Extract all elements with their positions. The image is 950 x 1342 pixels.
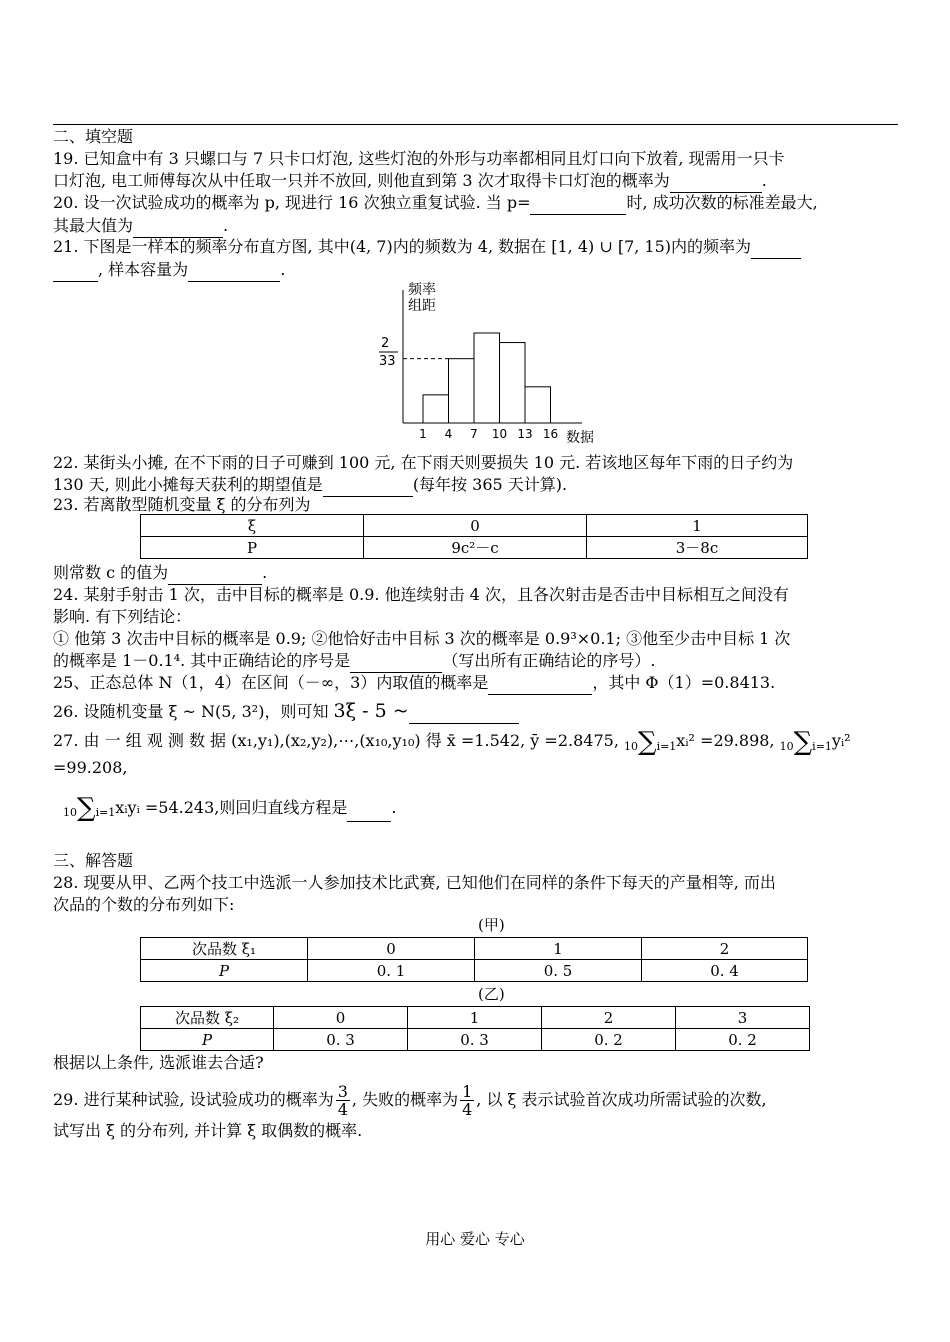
question-21: 21. 下图是一样本的频率分布直方图, 其中(4, 7)内的频数为 4, 数据在 [1, 4) ∪ [7, 15)内的频率为 , 样本容量为 . xyxy=(53,236,898,282)
question-25: 25、正态总体 N（1，4）在区间（－∞，3）内取值的概率是 ，其中 Φ（1）=0.8413. xyxy=(53,672,898,695)
x-tick-label: 16 xyxy=(542,427,559,441)
top-rule xyxy=(53,124,898,125)
fraction-three-quarters: $\frac{3}{4}$ xyxy=(337,1082,348,1119)
answer-blank[interactable] xyxy=(530,192,626,215)
summation-symbol: 10∑i=1 xyxy=(624,726,677,757)
summation-symbol: 10∑i=1 xyxy=(779,726,832,757)
histogram-bar xyxy=(474,333,500,423)
question-20: 20. 设一次试验成功的概率为 p, 现进行 16 次独立重复试验. 当 p= 时, 成功次数的标准差最大, 其最大值为 . xyxy=(53,192,898,238)
question-28-prompt: 根据以上条件, 选派谁去合适? xyxy=(53,1053,264,1072)
y-ref-numerator: 2 xyxy=(381,336,390,351)
answer-blank[interactable] xyxy=(670,170,762,193)
question-29: 29. 进行某种试验, 设试验成功的概率为 $\frac{3}{4}$ , 失败的概率为 $\frac{1}{4}$ , 以 ξ 表示试验首次成功所需试验的次数, 试写出 ξ 的分布列, 并计算 ξ 取偶数的概率. xyxy=(53,1082,767,1140)
distribution-table-q23: ξ 0 1 P 9c²－c 3－8c xyxy=(140,514,808,559)
question-26: 26. 设随机变量 ξ ~ N(5, 3²)，则可知 3ξ - 5 ~ xyxy=(53,700,898,724)
answer-blank[interactable] xyxy=(751,236,801,259)
y-label-bottom: 组距 xyxy=(408,298,436,314)
x-tick-label: 10 xyxy=(491,427,508,441)
section-heading-3: 三、解答题 xyxy=(53,851,134,870)
question-22: 22. 某街头小摊, 在不下雨的日子可赚到 100 元, 在下雨天则要损失 10 元. 若该地区每年下雨的日子约为 130 天, 则此小摊每天获利的期望值是 (每年按 365 天计算). xyxy=(53,452,898,497)
x-label: 数据 xyxy=(566,430,594,446)
distribution-table-yi: 次品数 ξ₂ 0 1 2 3 P 0. 3 0. 3 0. 2 0. 2 xyxy=(140,1006,810,1051)
question-24: 24. 某射手射击 1 次，击中目标的概率是 0.9. 他连续射击 4 次，且各次射击是否击中目标相互之间没有 影响. 有下列结论： ① 他第 3 次击中目标的概率是 0.9; ②他恰好击中目标 3 次的概率是 0.9³×0.1; ③他至少击中目标 1 次 的概率是 1－0.1⁴. 其中正确结论的序号是 （写出所有正确结论的序号）. xyxy=(53,584,898,673)
y-ref-denominator: 33 xyxy=(379,354,396,369)
histogram-bar xyxy=(525,387,551,423)
x-tick-label: 4 xyxy=(444,427,453,441)
distribution-table-jia: 次品数 ξ₁ 0 1 2 P 0. 1 0. 5 0. 4 xyxy=(140,937,808,982)
page-footer: 用心 爱心 专心 xyxy=(425,1230,525,1248)
answer-blank[interactable] xyxy=(53,259,98,282)
table-caption-yi: (乙) xyxy=(478,985,505,1003)
answer-blank[interactable] xyxy=(133,215,223,238)
answer-blank[interactable] xyxy=(488,672,592,695)
x-tick-label: 1 xyxy=(419,427,427,441)
summation-symbol: 10∑i=1 xyxy=(63,793,116,823)
answer-blank[interactable] xyxy=(168,562,262,585)
question-19: 19. 已知盒中有 3 只螺口与 7 只卡口灯泡, 这些灯泡的外形与功率都相同且灯口向下放着, 现需用一只卡 口灯泡, 电工师傅每次从中任取一只并不放回, 则他直到第 3 次才取得卡口灯泡的概率为 . xyxy=(53,148,898,193)
question-23: 23. 若离散型随机变量 ξ 的分布列为 xyxy=(53,495,311,514)
question-27: 27. 由 一 组 观 测 数 据 (x₁,y₁),(x₂,y₂),⋯,(x₁₀,y₁₀) 得 x̄ =1.542, ȳ =2.8475, 10∑i=1xᵢ² =29.898, 10∑i=1yᵢ² =99.208, 10∑i=1xᵢyᵢ =54.243,则回归直线方程是 . xyxy=(53,726,851,823)
histogram-bar xyxy=(423,395,449,423)
fraction-one-quarter: $\frac{1}{4}$ xyxy=(462,1082,473,1119)
table-caption-jia: (甲) xyxy=(478,916,505,934)
section-heading-2: 二、填空题 xyxy=(53,127,134,146)
question-28: 28. 现要从甲、乙两个技工中选派一人参加技术比武赛, 已知他们在同样的条件下每天的产量相等, 而出 次品的个数的分布列如下: xyxy=(53,873,776,914)
frequency-histogram xyxy=(370,280,610,448)
histogram-bar xyxy=(500,343,526,423)
answer-blank[interactable] xyxy=(409,701,519,724)
question-23-answer: 则常数 c 的值为 . xyxy=(53,562,898,585)
y-label-top: 频率 xyxy=(408,282,436,298)
x-tick-label: 13 xyxy=(517,427,533,441)
histogram-bar xyxy=(449,359,475,423)
answer-blank[interactable] xyxy=(188,259,280,282)
answer-blank[interactable] xyxy=(347,795,391,822)
x-tick-label: 7 xyxy=(470,427,478,441)
answer-blank[interactable] xyxy=(350,650,442,673)
